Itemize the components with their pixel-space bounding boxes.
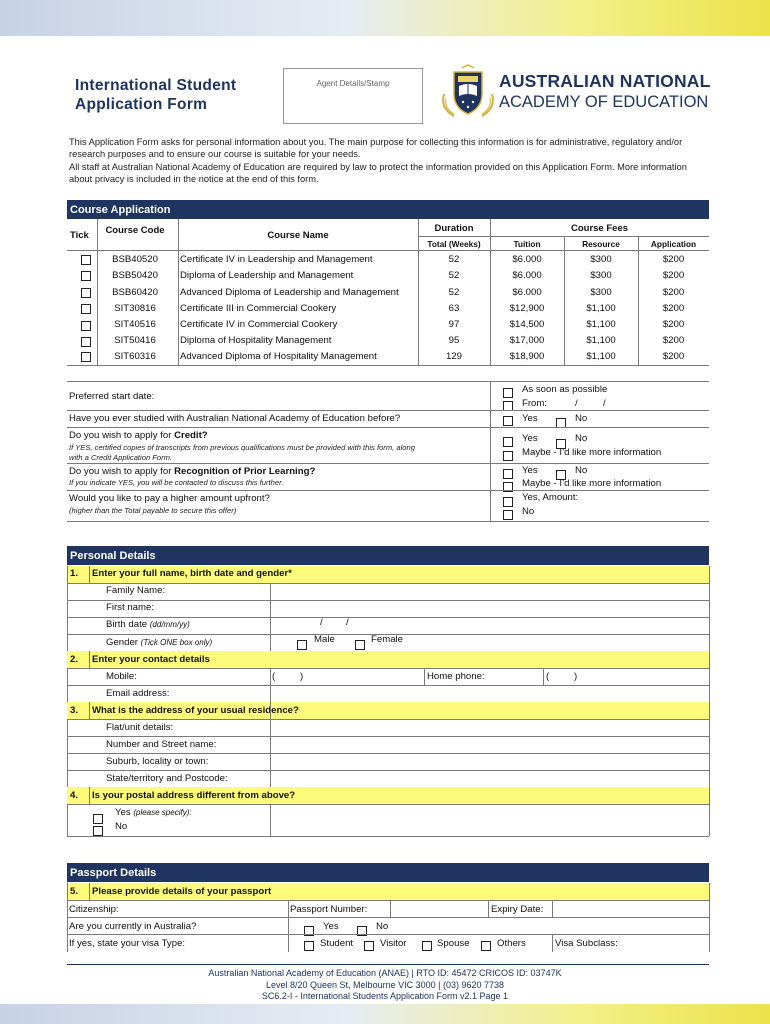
footer-line-1: Australian National Academy of Education (ANAE) | RTO ID: 45472 CRICOS ID: 03747K bbox=[208, 968, 562, 978]
credit-question bbox=[69, 430, 208, 441]
col-course-code: Course Code bbox=[105, 225, 165, 236]
course-name: Certificate IV in Commercial Cookery bbox=[180, 319, 338, 330]
rpl-question-text: Do you wish to apply for bbox=[69, 466, 175, 477]
upfront-yes-checkbox[interactable] bbox=[503, 497, 513, 507]
logo-text-line1: AUSTRALIAN NATIONAL bbox=[499, 71, 711, 91]
question-number: 5. bbox=[70, 886, 79, 897]
course-name: Certificate IV in Leadership and Management bbox=[180, 254, 373, 265]
tuition-fee: $6.000 bbox=[512, 254, 542, 265]
gender-female-checkbox[interactable] bbox=[355, 640, 365, 650]
course-code: SIT40516 bbox=[114, 319, 156, 330]
visa-others-checkbox[interactable] bbox=[481, 941, 491, 951]
application-fee: $200 bbox=[662, 254, 685, 265]
no-label: No bbox=[115, 821, 128, 832]
specify-hint: (please specify): bbox=[133, 808, 192, 817]
form-title-line2: Application Form bbox=[75, 96, 208, 113]
tuition-fee: $6.000 bbox=[512, 270, 542, 281]
col-application: Application bbox=[650, 239, 697, 249]
intro-paragraph-1: This Application Form asks for personal information about you. The main purpose for collecting this information is for administrative, regulatory and/or research purposes and to ensure our course is suitable for your needs. bbox=[69, 137, 683, 160]
tick-checkbox[interactable] bbox=[81, 288, 91, 298]
course-code: SIT60316 bbox=[114, 351, 156, 362]
rpl-note: If you indicate YES, you will be contacted to discuss this further. bbox=[69, 478, 284, 487]
col-resource: Resource bbox=[582, 239, 620, 249]
upfront-note: (higher than the Total payable to secure this offer) bbox=[69, 506, 237, 515]
tick-checkbox[interactable] bbox=[81, 271, 91, 281]
tick-checkbox[interactable] bbox=[81, 352, 91, 362]
application-fee: $200 bbox=[662, 351, 685, 362]
intro-paragraph-2: All staff at Australian National Academy of Education are required by law to protect the information provided on this Application Form. More information about privacy is included in the notice at the end of this form. bbox=[69, 161, 687, 185]
course-name: Diploma of Leadership and Management bbox=[180, 270, 354, 281]
date-separator: / bbox=[346, 617, 349, 628]
studied-before-label: Have you ever studied with Australian National Academy of Education before? bbox=[69, 413, 401, 424]
gender-text: Gender bbox=[106, 637, 138, 648]
yes-label: Yes bbox=[522, 413, 538, 424]
duration-weeks: 95 bbox=[448, 335, 460, 346]
resource-fee: $1,100 bbox=[586, 303, 616, 314]
question-text: What is the address of your usual residence? bbox=[92, 705, 299, 716]
col-tuition: Tuition bbox=[513, 239, 541, 249]
resource-fee: $1,100 bbox=[586, 335, 616, 346]
duration-weeks: 63 bbox=[448, 303, 460, 314]
application-fee: $200 bbox=[662, 287, 685, 298]
col-course-name: Course Name bbox=[267, 230, 329, 241]
course-name: Certificate III in Commercial Cookery bbox=[180, 303, 337, 314]
form-title bbox=[75, 76, 236, 114]
visitor-label: Visitor bbox=[380, 938, 407, 949]
form-title-line1: International Student bbox=[75, 77, 237, 94]
upfront-question: Would you like to pay a higher amount upfront? bbox=[69, 493, 270, 504]
gender-hint: (Tick ONE box only) bbox=[140, 638, 213, 647]
tuition-fee: $12,900 bbox=[509, 303, 545, 314]
visa-spouse-checkbox[interactable] bbox=[422, 941, 432, 951]
application-fee: $200 bbox=[662, 303, 685, 314]
gender-label bbox=[106, 637, 212, 648]
duration-weeks: 52 bbox=[448, 270, 460, 281]
area-code-open: ( bbox=[272, 671, 276, 682]
col-duration: Duration bbox=[434, 223, 474, 234]
question-number: 3. bbox=[70, 705, 79, 716]
duration-weeks: 52 bbox=[448, 254, 460, 265]
postal-no-checkbox[interactable] bbox=[93, 826, 103, 836]
visa-subclass-label: Visa Subclass: bbox=[555, 938, 618, 949]
asap-checkbox[interactable] bbox=[503, 388, 513, 398]
email-label: Email address: bbox=[106, 688, 170, 699]
resource-fee: $300 bbox=[590, 254, 612, 265]
section-heading-passport-details: Passport Details bbox=[67, 863, 709, 882]
course-name: Advanced Diploma of Hospitality Management bbox=[180, 351, 377, 362]
tuition-fee: $6.000 bbox=[512, 287, 542, 298]
resource-fee: $300 bbox=[590, 270, 612, 281]
application-fee: $200 bbox=[662, 270, 685, 281]
question-number: 2. bbox=[70, 654, 79, 665]
credit-question-bold: Credit? bbox=[174, 430, 208, 441]
asap-label: As soon as possible bbox=[522, 384, 608, 395]
gender-male-checkbox[interactable] bbox=[297, 640, 307, 650]
tick-checkbox[interactable] bbox=[81, 255, 91, 265]
bottom-decorative-band bbox=[0, 1004, 770, 1024]
question-text: Please provide details of your passport bbox=[92, 886, 272, 897]
area-code-close: ) bbox=[300, 671, 304, 682]
citizenship-label: Citizenship: bbox=[69, 904, 119, 915]
question-text: Enter your contact details bbox=[92, 654, 210, 665]
rpl-question-bold: Recognition of Prior Learning? bbox=[174, 466, 316, 477]
visa-type-label: If yes, state your visa Type: bbox=[69, 938, 186, 949]
area-code-open: ( bbox=[546, 671, 550, 682]
crest-icon bbox=[438, 64, 498, 120]
first-name-label: First name: bbox=[106, 602, 154, 613]
resource-fee: $300 bbox=[590, 287, 612, 298]
yes-text: Yes bbox=[115, 807, 131, 818]
visa-student-checkbox[interactable] bbox=[304, 941, 314, 951]
academy-logo bbox=[438, 64, 718, 120]
date-separator: / bbox=[603, 398, 606, 409]
question-text: Enter your full name, birth date and gender* bbox=[92, 568, 292, 579]
street-label: Number and Street name: bbox=[106, 739, 217, 750]
duration-weeks: 129 bbox=[445, 351, 462, 362]
col-tick: Tick bbox=[70, 230, 89, 241]
tick-checkbox[interactable] bbox=[81, 337, 91, 347]
col-duration-sub: Total (Weeks) bbox=[427, 239, 481, 249]
agent-box-label: Agent Details/Stamp bbox=[316, 79, 390, 88]
duration-weeks: 52 bbox=[448, 287, 460, 298]
area-code-close: ) bbox=[574, 671, 578, 682]
postal-yes-checkbox[interactable] bbox=[93, 814, 103, 824]
family-name-label: Family Name: bbox=[106, 585, 166, 596]
maybe-label: Maybe - I’d like more information bbox=[522, 478, 662, 489]
birth-date-hint: (dd/mm/yy) bbox=[149, 620, 190, 629]
expiry-date-label: Expiry Date: bbox=[491, 904, 544, 915]
no-label: No bbox=[575, 413, 588, 424]
spouse-label: Spouse bbox=[437, 938, 470, 949]
course-name: Diploma of Hospitality Management bbox=[180, 335, 332, 346]
application-fee: $200 bbox=[662, 319, 685, 330]
tuition-fee: $17,000 bbox=[509, 335, 545, 346]
footer-line-2: Level 8/20 Queen St, Melbourne VIC 3000 | (03) 9620 7738 bbox=[266, 979, 504, 990]
col-course-fees: Course Fees bbox=[570, 223, 629, 234]
course-code: BSB50420 bbox=[112, 270, 158, 281]
yes-label: Yes bbox=[323, 921, 339, 932]
course-name: Advanced Diploma of Leadership and Management bbox=[180, 287, 399, 298]
others-label: Others bbox=[497, 938, 526, 949]
no-label: No bbox=[376, 921, 389, 932]
section-heading-personal-details: Personal Details bbox=[67, 546, 709, 565]
from-label: From: bbox=[522, 398, 548, 409]
tuition-fee: $18,900 bbox=[509, 351, 545, 362]
intro-text bbox=[69, 136, 709, 186]
state-postcode-label: State/territory and Postcode: bbox=[106, 773, 228, 784]
upfront-no-checkbox[interactable] bbox=[503, 510, 513, 520]
tick-checkbox[interactable] bbox=[81, 304, 91, 314]
mobile-label: Mobile: bbox=[106, 671, 137, 682]
maybe-label: Maybe - I’d like more information bbox=[522, 447, 662, 458]
agent-details-stamp-box[interactable] bbox=[283, 68, 423, 124]
footer-line-3: SC6.2-I - International Students Application Form v2.1 Page 1 bbox=[261, 991, 509, 1001]
birth-date-text: Birth date bbox=[106, 619, 148, 630]
course-code: BSB60420 bbox=[112, 287, 158, 298]
credit-maybe-checkbox[interactable] bbox=[503, 451, 513, 461]
male-label: Male bbox=[314, 634, 335, 645]
credit-question-text: Do you wish to apply for bbox=[69, 430, 175, 441]
tuition-fee: $14,500 bbox=[509, 319, 545, 330]
question-number: 1. bbox=[70, 568, 79, 579]
duration-weeks: 97 bbox=[448, 319, 460, 330]
home-phone-label: Home phone: bbox=[427, 671, 485, 682]
footer bbox=[0, 968, 770, 1003]
top-decorative-band bbox=[0, 0, 770, 36]
yes-label: Yes bbox=[522, 465, 538, 476]
resource-fee: $1,100 bbox=[586, 319, 616, 330]
studied-yes-checkbox[interactable] bbox=[503, 416, 513, 426]
no-label: No bbox=[522, 506, 535, 517]
rpl-question bbox=[69, 466, 315, 477]
question-text: Is your postal address different from above? bbox=[92, 790, 296, 801]
preferred-start-date-label: Preferred start date: bbox=[69, 391, 155, 402]
flat-unit-label: Flat/unit details: bbox=[106, 722, 174, 733]
female-label: Female bbox=[371, 634, 403, 645]
no-label: No bbox=[575, 433, 588, 444]
suburb-label: Suburb, locality or town: bbox=[106, 756, 209, 767]
credit-yes-checkbox[interactable] bbox=[503, 437, 513, 447]
tick-checkbox[interactable] bbox=[81, 321, 91, 331]
resource-fee: $1,100 bbox=[586, 351, 616, 362]
yes-amount-label: Yes, Amount: bbox=[522, 492, 579, 503]
course-code: SIT30816 bbox=[114, 303, 156, 314]
question-number: 4. bbox=[70, 790, 79, 801]
passport-number-label: Passport Number: bbox=[290, 904, 368, 915]
section-heading-course-application: Course Application bbox=[67, 200, 709, 219]
course-code: SIT50416 bbox=[114, 335, 156, 346]
application-fee: $200 bbox=[662, 335, 685, 346]
student-label: Student bbox=[320, 938, 354, 949]
yes-label: Yes bbox=[522, 433, 538, 444]
footer-divider bbox=[67, 964, 709, 965]
credit-note: with a Credit Application Form. bbox=[69, 453, 173, 462]
postal-yes-label bbox=[115, 807, 192, 818]
visa-visitor-checkbox[interactable] bbox=[364, 941, 374, 951]
birth-date-label bbox=[106, 619, 190, 630]
logo-text-line2: ACADEMY OF EDUCATION bbox=[499, 93, 709, 111]
date-separator: / bbox=[575, 398, 578, 409]
credit-note: If YES, certified copies of transcripts from previous qualifications must be provided with this form, along bbox=[69, 443, 415, 452]
no-label: No bbox=[575, 465, 588, 476]
in-australia-label: Are you currently in Australia? bbox=[69, 921, 197, 932]
rpl-yes-checkbox[interactable] bbox=[503, 469, 513, 479]
course-code: BSB40520 bbox=[112, 254, 158, 265]
date-separator: / bbox=[320, 617, 323, 628]
